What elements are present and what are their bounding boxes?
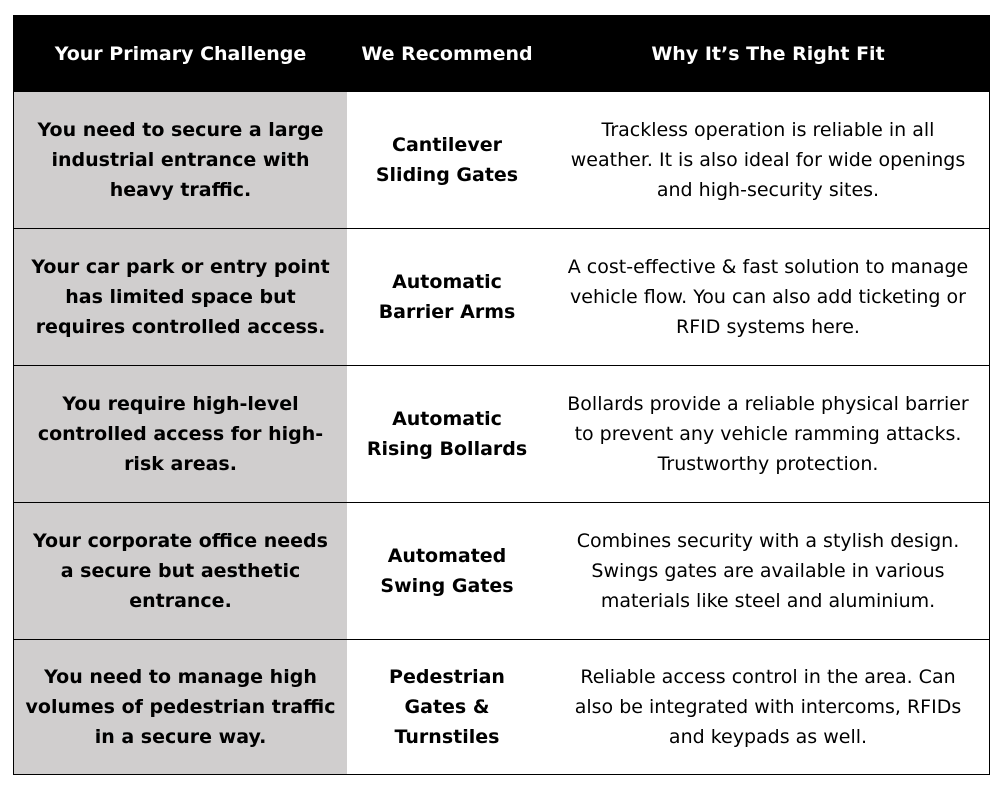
recommend-cell: Cantilever Sliding Gates bbox=[347, 92, 547, 228]
header-recommend: We Recommend bbox=[361, 42, 533, 65]
why-cell: Combines security with a stylish design. Swings gates are available in various materials like steel and aluminium. bbox=[547, 503, 989, 639]
table-row bbox=[14, 91, 989, 228]
table-header-row bbox=[14, 16, 989, 91]
table-row bbox=[14, 228, 989, 365]
why-cell: Reliable access control in the area. Can also be integrated with intercoms, RFIDs and keypads as well. bbox=[547, 640, 989, 774]
header-why: Why It’s The Right Fit bbox=[651, 42, 885, 65]
why-cell: Bollards provide a reliable physical barrier to prevent any vehicle ramming attacks. Trustworthy protection. bbox=[547, 366, 989, 502]
recommend-cell: Automated Swing Gates bbox=[347, 503, 547, 639]
table-row bbox=[14, 365, 989, 502]
why-cell: A cost-effective & fast solution to manage vehicle flow. You can also add ticketing or RFID systems here. bbox=[547, 229, 989, 365]
challenge-cell: Your car park or entry point has limited space but requires controlled access. bbox=[14, 229, 347, 365]
recommend-cell: Automatic Barrier Arms bbox=[347, 229, 547, 365]
header-challenge: Your Primary Challenge bbox=[54, 42, 307, 65]
why-cell: Trackless operation is reliable in all weather. It is also ideal for wide openings and high-security sites. bbox=[547, 92, 989, 228]
challenge-cell: You require high-level controlled access for high-risk areas. bbox=[14, 366, 347, 502]
recommend-cell: Pedestrian Gates & Turnstiles bbox=[347, 640, 547, 774]
challenge-cell: You need to manage high volumes of pedestrian traffic in a secure way. bbox=[14, 640, 347, 774]
challenge-cell: Your corporate office needs a secure but aesthetic entrance. bbox=[14, 503, 347, 639]
recommendation-table bbox=[13, 15, 990, 775]
recommend-cell: Automatic Rising Bollards bbox=[347, 366, 547, 502]
challenge-cell: You need to secure a large industrial entrance with heavy traffic. bbox=[14, 92, 347, 228]
table-row bbox=[14, 502, 989, 639]
table-row bbox=[14, 639, 989, 774]
